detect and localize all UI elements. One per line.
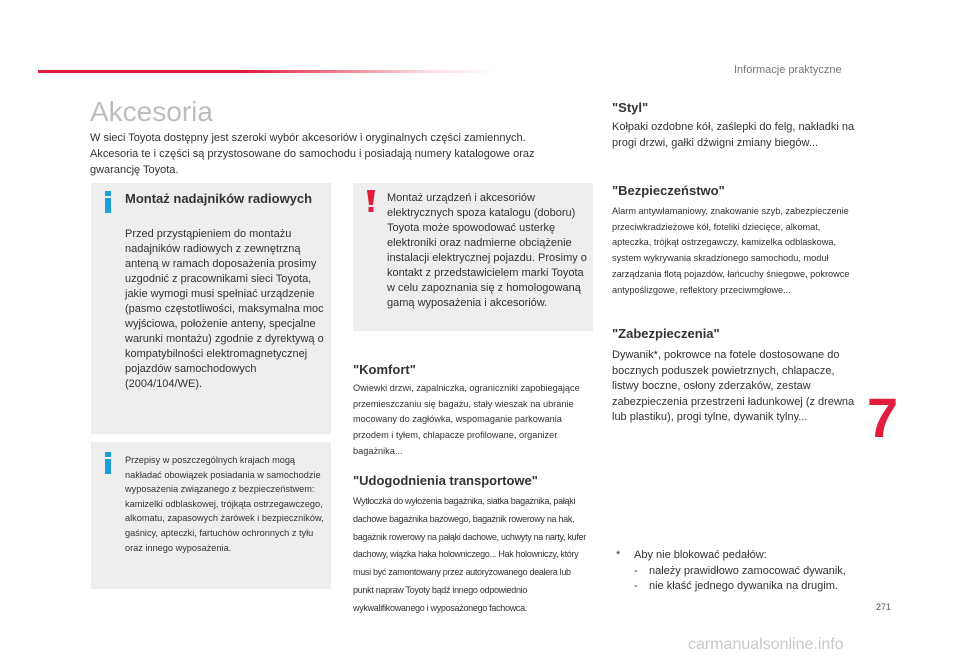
footnote-dash: - (634, 564, 638, 577)
transport-text: Wytłoczka do wyłożenia bagażnika, siatka bagażnika, pałąki dachowe bagażnika bazowego, bagażnik rowerowy na hak, bagażnik rowerowy na pałąki dachowe, uchwyty na narty, kufer dachowy, wiązka haka holowniczego... Hak holowniczy, który musi być zamontowany przez autoryzowanego dealera lub punkt napraw Toyoty bądź innego odpowiednio wykwalifikowanego i wyposażonego fachowca. (353, 496, 586, 613)
warning-box-text: Montaż urządzeń i akcesoriów elektrycznych spoza katalogu (doboru) Toyota może spowodować usterkę elektroniki oraz nadmierne obciążenie instalacji elektrycznej pojazdu. Prosimy o kontakt z przedstawicielem marki Toyota w celu zapoznania się z homologowaną gamą wyposażenia i akcesoriów. (387, 192, 587, 309)
info-icon (101, 191, 115, 213)
zabezpieczenia-text: Dywanik*, pokrowce na fotele dostosowane do bocznych poduszek powietrznych, chlapacze, listwy boczne, osłony zderzaków, zestaw zabezpieczenia przestrzeni ładunkowej (z drewna lub plastiku), progi tylne, dywanik tylny... (612, 349, 855, 423)
transport-heading: "Udogodnienia transportowe" (353, 473, 538, 488)
info-box-radio-title: Montaż nadajników radiowych (125, 191, 313, 206)
info-box-radio (91, 183, 331, 434)
footnote-dash: - (634, 580, 638, 592)
info-box-regulations-text: Przepisy w poszczególnych krajach mogą nakładać obowiązek posiadania w samochodzie wyposażenia związanego z bezpieczeństwem: kamizelki odblaskowej, trójkąta ostrzegawczego, alkomatu, zapasowych żarówek i bezpieczników, gaśnicy, apteczki, fartuchów ochronnych z tyłu oraz innego wyposażenia. (125, 455, 324, 553)
info-icon (101, 452, 115, 474)
page-number: 271 (876, 602, 892, 612)
section-title: Informacje praktyczne (734, 64, 842, 76)
warning-box (353, 183, 593, 331)
chapter-number: 7 (867, 386, 899, 449)
footnote-item: należy prawidłowo zamocować dywanik, (649, 564, 846, 577)
komfort-text: Owiewki drzwi, zapalniczka, ograniczniki zapobiegające przemieszczaniu się bagażu, stały wieszak na ubranie mocowany do zagłówka, wspomaganie parkowania przodem i tyłem, chlapacze profilowane, organizer bagażnika... (353, 383, 580, 456)
intro-paragraph: W sieci Toyota dostępny jest szeroki wybór akcesoriów i oryginalnych części zamiennych. Akcesoria te i części są przystosowane do samochodu i posiadają numery katalogowe oraz gwarancję Toyota. (90, 132, 535, 176)
header-accent-bar (38, 70, 498, 73)
bezpieczenstwo-text: Alarm antywłamaniowy, znakowanie szyb, zabezpieczenie przeciwkradzieżowe kół, foteliki dziecięce, alkomat, apteczka, trójkąt ostrzegawczy, kamizelka odblaskowa, system wykrywania skradzionego samochodu, moduł zarządzania flotą pojazdów, łańcuchy śniegowe, pokrowce antypoślizgowe, reflektory przeciwmgłowe... (612, 206, 850, 295)
zabezpieczenia-heading: "Zabezpieczenia" (612, 326, 720, 341)
styl-text: Kołpaki ozdobne kół, zaślepki do felg, nakładki na progi drzwi, gałki dźwigni zmiany biegów... (612, 121, 855, 149)
bezpieczenstwo-heading: "Bezpieczeństwo" (612, 183, 725, 198)
exclamation-icon (365, 190, 377, 212)
komfort-heading: "Komfort" (353, 362, 416, 377)
watermark: carmanualsonline.info (688, 636, 844, 653)
footnote (616, 548, 876, 595)
footnote-mark: * (616, 549, 621, 561)
styl-heading: "Styl" (612, 100, 649, 115)
info-box-regulations (91, 442, 331, 589)
footnote-item: nie kłaść jednego dywanika na drugim. (649, 580, 838, 592)
page-title: Akcesoria (90, 96, 213, 127)
footnote-lead: Aby nie blokować pedałów: (634, 549, 767, 561)
info-box-radio-text: Przed przystąpieniem do montażu nadajników radiowych z zewnętrzną anteną w ramach doposażenia prosimy uzgodnić z pracownikami sieci Toyota, jakie wymogi musi spełniać urządzenie (pasmo częstotliwości, maksymalna moc wyjściowa, położenie anteny, specjalne warunki montażu) zgodnie z dyrektywą o kompatybilności elektromagnetycznej pojazdów samochodowych (2004/104/WE). (125, 228, 324, 390)
